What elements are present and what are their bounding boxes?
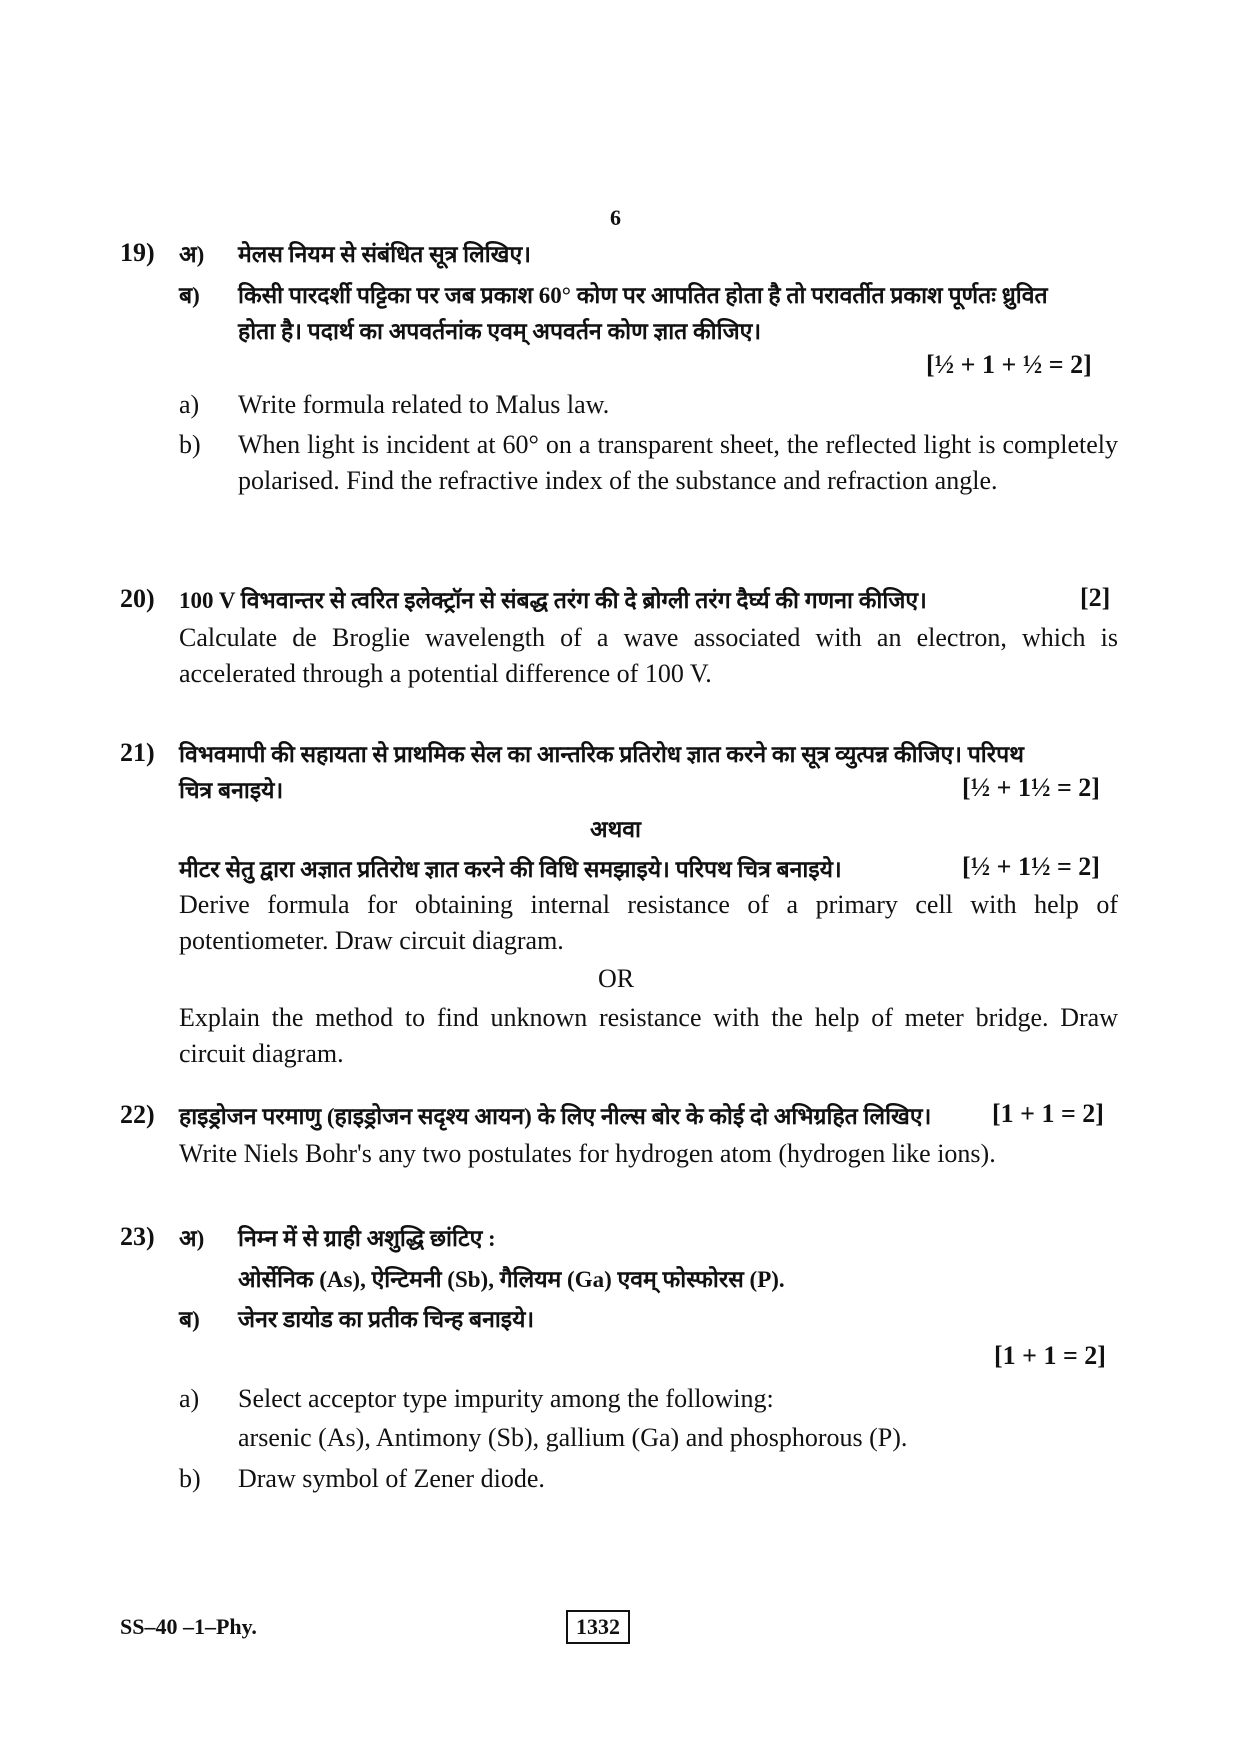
question-text-english: Write Niels Bohr's any two postulates for hydrogen atom (hydrogen like ions). — [179, 1139, 996, 1168]
marks-allocation: [1 + 1 = 2] — [992, 1099, 1104, 1128]
marks-allocation: [2] — [1080, 583, 1111, 612]
page-number: 6 — [610, 205, 621, 230]
question-text-hindi: 100 V विभवान्तर से त्वरित इलेक्ट्रॉन से संबद्ध तरंग की दे ब्रोग्ली तरंग दैर्घ्य की गणना कीजिए। — [179, 588, 927, 613]
question-text-english: Calculate de Broglie wavelength of a wave associated with an electron, which is accelerated through a potential difference of 100 V. — [179, 623, 1118, 688]
question-text-hindi: चित्र बनाइये। — [179, 778, 284, 803]
question-text-hindi: होता है। पदार्थ का अपवर्तनांक एवम् अपवर्तन कोण ज्ञात कीजिए। — [238, 319, 762, 344]
question-number: 19) — [120, 238, 155, 267]
option-label: b) — [179, 1464, 201, 1493]
option-label: a) — [179, 390, 200, 419]
question-text-english: Write formula related to Malus law. — [238, 390, 610, 419]
marks-allocation: [1 + 1 = 2] — [994, 1341, 1106, 1370]
question-text-english: Draw symbol of Zener diode. — [238, 1464, 545, 1493]
option-label: a) — [179, 1384, 200, 1413]
question-text-english: Explain the method to find unknown resistance with the help of meter bridge. Draw circuit diagram. — [179, 1003, 1118, 1068]
question-text-hindi: किसी पारदर्शी पट्टिका पर जब प्रकाश 60° कोण पर आपतित होता है तो परावर्तीत प्रकाश पूर्णतः ध्रुवित — [238, 283, 1048, 308]
question-text-hindi: मीटर सेतु द्वारा अज्ञात प्रतिरोध ज्ञात करने की विधि समझाइये। परिपथ चित्र बनाइये। — [179, 857, 842, 882]
or-separator-hindi: अथवा — [590, 817, 642, 842]
marks-allocation: [½ + 1½ = 2] — [962, 852, 1100, 881]
marks-allocation: [½ + 1 + ½ = 2] — [926, 350, 1092, 379]
option-label: ब) — [179, 283, 200, 308]
question-text-hindi: विभवमापी की सहायता से प्राथमिक सेल का आन्तरिक प्रतिरोध ज्ञात करने का सूत्र व्युत्पन्न कीजिए। परिपथ — [179, 742, 1024, 767]
option-label: ब) — [179, 1307, 200, 1332]
question-text-hindi: निम्न में से ग्राही अशुद्धि छांटिए : — [238, 1226, 496, 1251]
option-label: अ) — [179, 242, 205, 267]
question-text-english: arsenic (As), Antimony (Sb), gallium (Ga) and phosphorous (P). — [238, 1423, 908, 1452]
page-code-box: 1332 — [566, 1610, 630, 1644]
question-text-hindi: हाइड्रोजन परमाणु (हाइड्रोजन सदृश्य आयन) के लिए नील्स बोर के कोई दो अभिग्रहित लिखिए। — [179, 1104, 932, 1129]
question-text-english: When light is incident at 60° on a transparent sheet, the reflected light is completely polarised. Find the refractive index of the substance and refraction angle. — [238, 430, 1118, 495]
question-text-hindi: जेनर डायोड का प्रतीक चिन्ह बनाइये। — [238, 1307, 535, 1332]
question-number: 23) — [120, 1222, 155, 1251]
question-text-hindi: मेलस नियम से संबंधित सूत्र लिखिए। — [238, 242, 531, 267]
question-text-english: Derive formula for obtaining internal resistance of a primary cell with help of potentiometer. Draw circuit diagram. — [179, 890, 1118, 955]
option-label: b) — [179, 430, 201, 459]
option-label: अ) — [179, 1226, 205, 1251]
or-separator-english: OR — [598, 964, 635, 993]
question-number: 22) — [120, 1100, 155, 1129]
question-number: 20) — [120, 584, 155, 613]
paper-code: SS–40 –1–Phy. — [120, 1614, 257, 1639]
marks-allocation: [½ + 1½ = 2] — [962, 773, 1100, 802]
question-text-hindi: ओर्सेनिक (As), ऐन्टिमनी (Sb), गैलियम (Ga) एवम् फोस्फोरस (P). — [238, 1267, 785, 1292]
question-text-english: Select acceptor type impurity among the following: — [238, 1384, 774, 1413]
question-number: 21) — [120, 738, 155, 767]
